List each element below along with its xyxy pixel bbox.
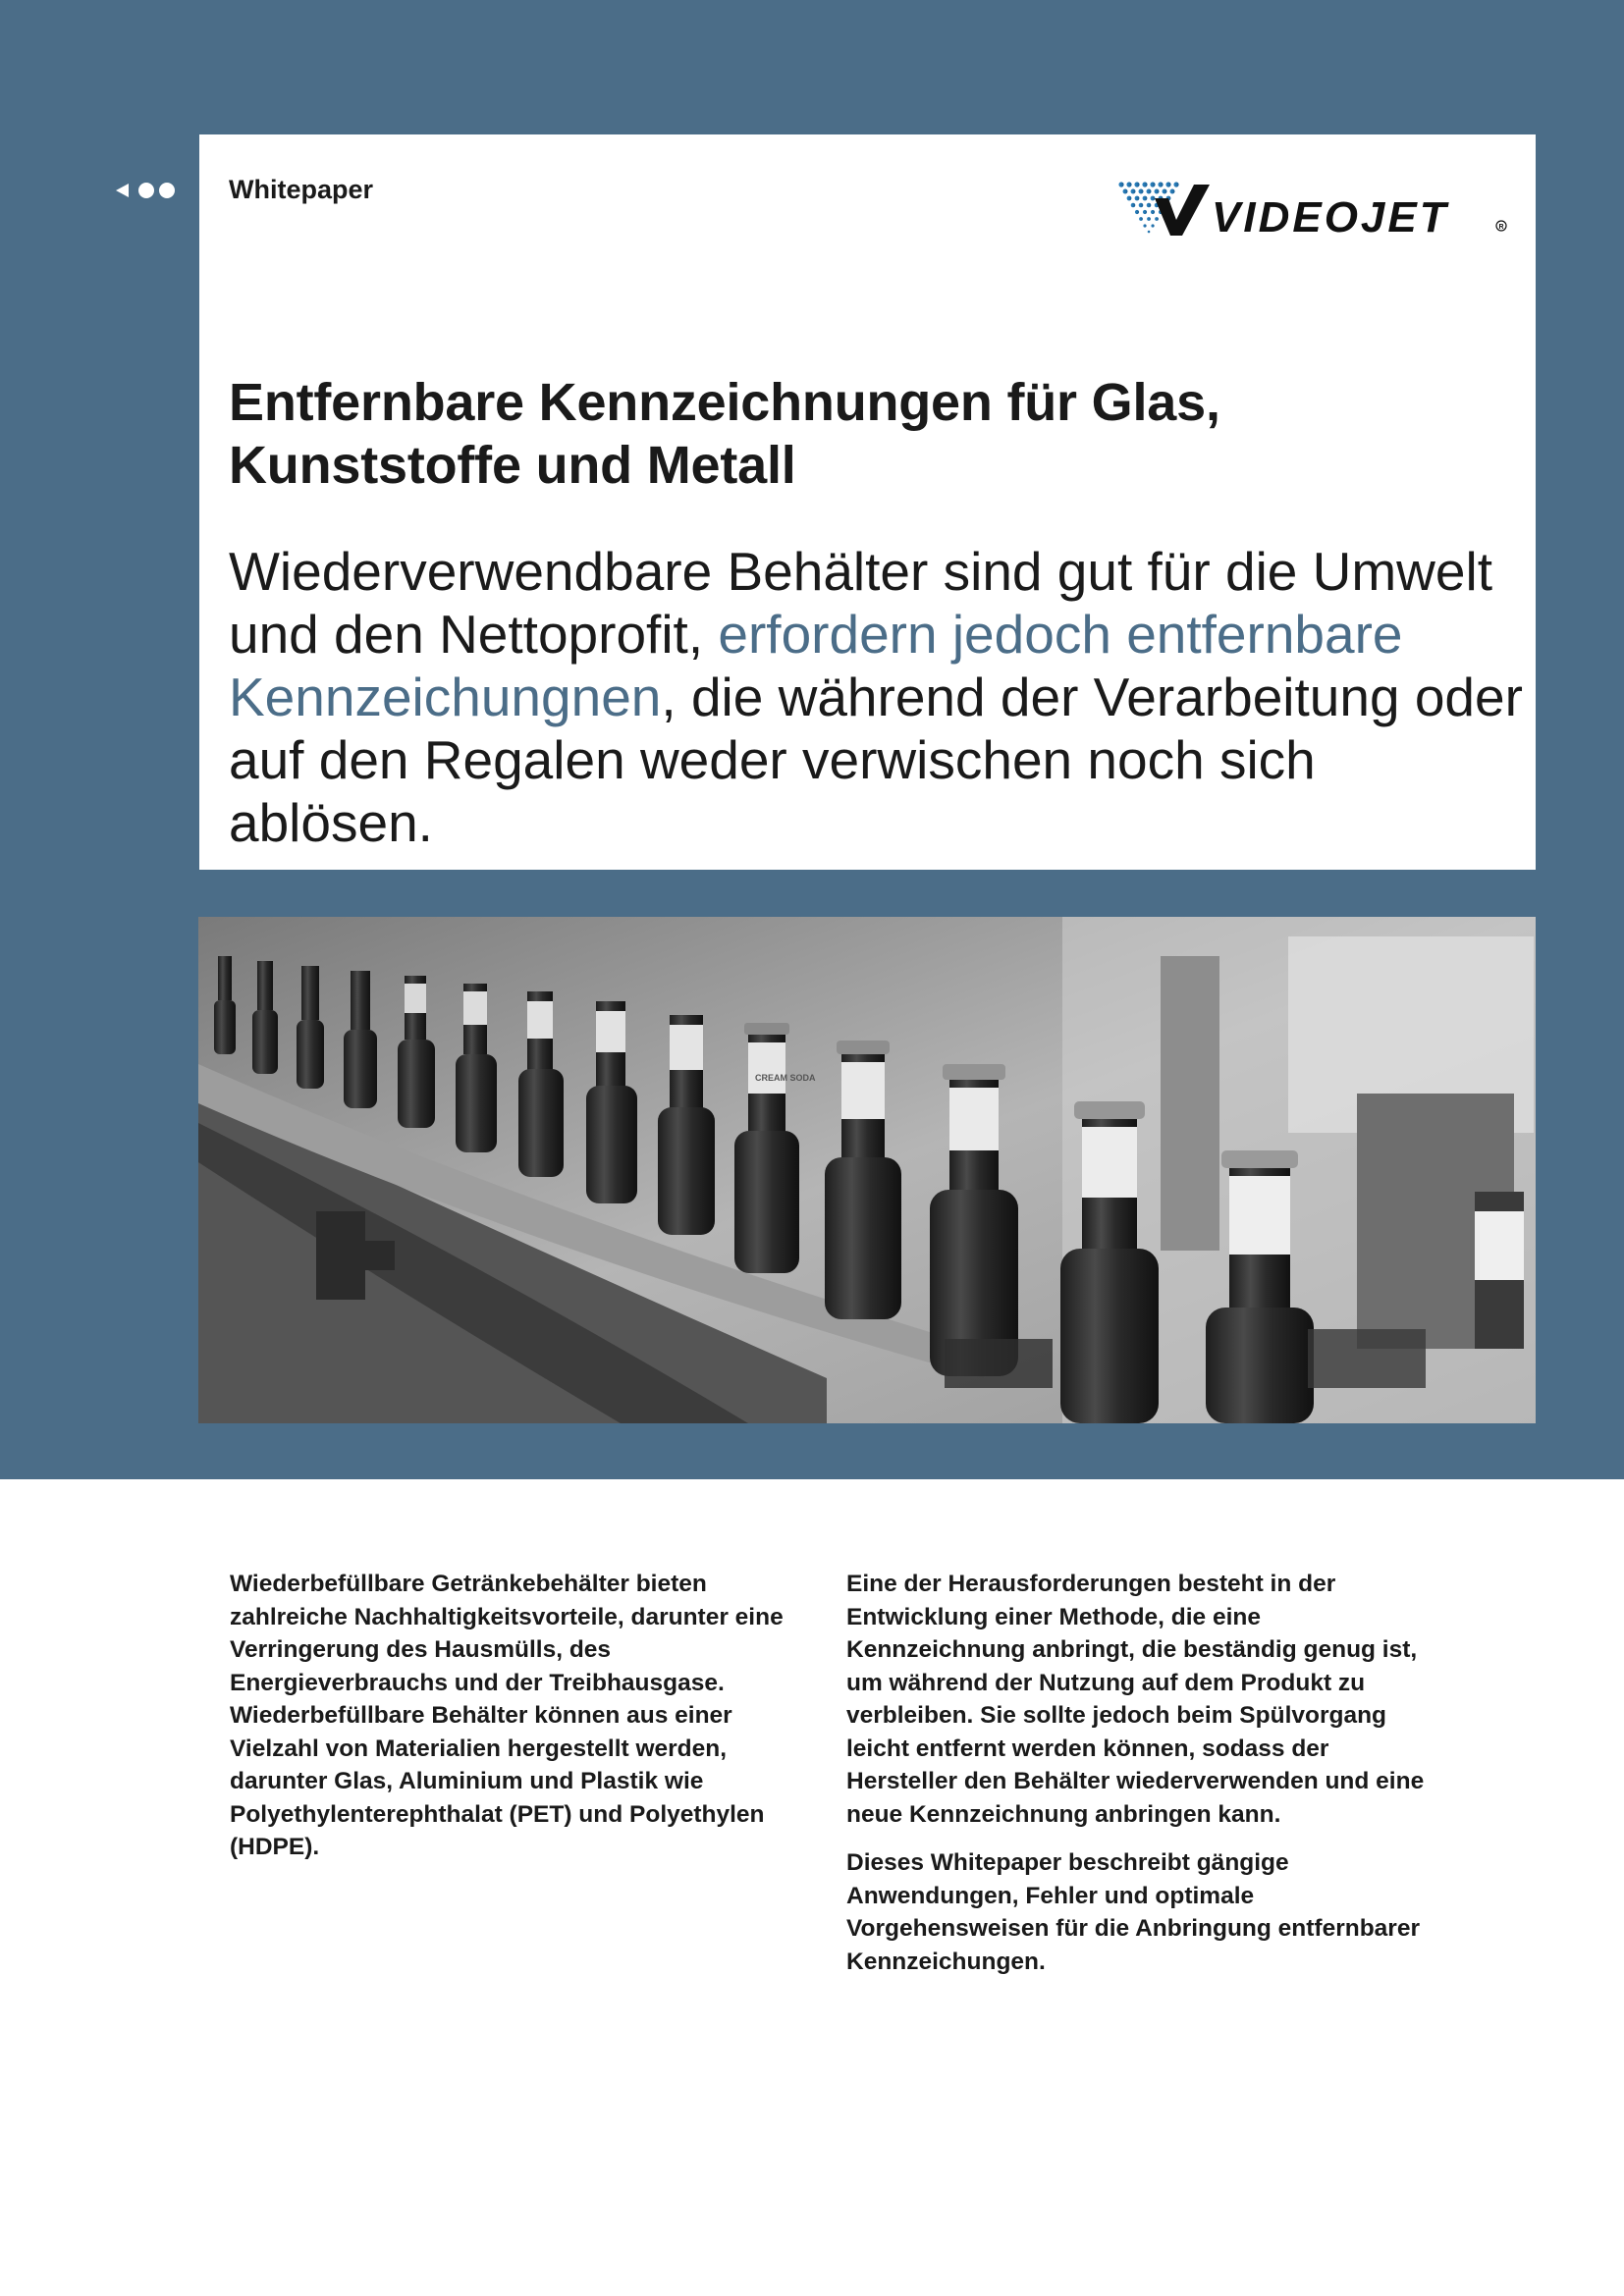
svg-text:VIDEOJET: VIDEOJET [1212,193,1449,241]
body-paragraph: Eine der Herausforderungen besteht in der Entwicklung einer Methode, die eine Kennzeichnung anbringt, die beständig genug ist, um während der Nutzung auf dem Produkt zu verbleiben. Sie sollte jedoch beim Spülvorgang leicht entfernt werden können, sodass der Hersteller den Behälter wiederverwenden und eine neue Kennzeichnung anbringen kann. [846,1571,1425,1828]
body-paragraph: Wiederbefüllbare Getränkebehälter bieten zahlreiche Nachhaltigkeitsvorteile, darunter eine Verringerung des Hausmülls, des Energieverbrauchs und der Treibhausgase. Wiederbefüllbare Behälter können aus einer Vielzahl von Materialien hergestellt werden, darunter Glas, Aluminium und Plastik wie Polyethylenterephthalat (PET) und Polyethylen (HDPE). [230,1571,784,1860]
three-dots-icon [112,181,181,200]
videojet-logo [1117,177,1510,245]
body-paragraph: Dieses Whitepaper beschreibt gängige Anwendungen, Fehler und optimale Vorgehensweisen für die Anbringung entfernbarer Kennzeichungen. [846,1849,1420,1975]
lead-text-part1: Wiederverwendbare Behälter sind gut für die Umwelt und den Nettoprofit, [229,541,1492,665]
bottle-label-text: CREAM SODA [755,1073,816,1083]
page-title: Entfernbare Kennzeichnungen für Glas, Kunststoffe und Metall [229,373,1220,495]
lead-highlight: erfordern jedoch entfernbare Kennzeichungnen [229,604,1403,727]
body-column-right [846,1568,1445,1994]
svg-text:R: R [1498,224,1504,231]
bottling-line-photo [198,917,1536,1423]
lead-paragraph [229,540,1525,854]
document-type-label: Whitepaper [229,175,374,204]
body-column-left [230,1568,819,1880]
lead-text-part2: , die während der Verarbeitung oder auf den Regalen weder verwischen noch sich ablösen. [229,667,1523,853]
